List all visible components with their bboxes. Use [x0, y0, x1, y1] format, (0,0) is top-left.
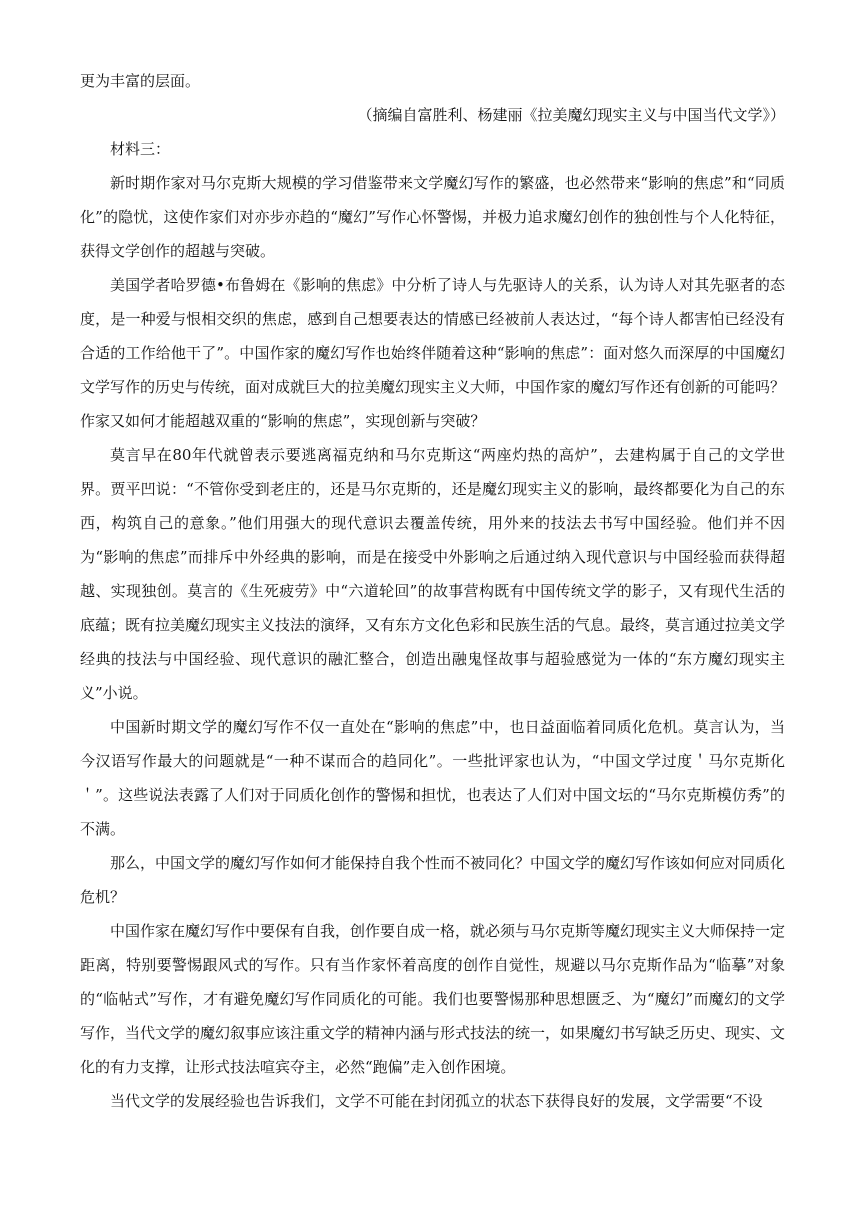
body-paragraph: 当代文学的发展经验也告诉我们，文学不可能在封闭孤立的状态下获得良好的发展，文学需要“不设 — [110, 1092, 763, 1110]
body-paragraph: 中国作家在魔幻写作中要保有自我，创作要自成一格，就必须与马尔克斯等魔幻现实主义大师保持一定距离，特别要警惕跟风式的写作。只有当作家怀着高度的创作自觉性，规避以马尔克斯作品为“临摹”对象的“临帖式”写作，才有避免魔幻写作同质化的可能。我们也要警惕那种思想匮乏、为“魔幻”而魔幻的文学写作，当代文学的魔幻叙事应该注重文学的精神内涵与形式技法的统一，如果魔幻书写缺乏历史、现实、文化的有力支撑，让形式技法喧宾夺主，必然“跑偏”走入创作困境。 — [80, 922, 786, 1076]
body-paragraph: 莫言早在80年代就曾表示要逃离福克纳和马尔克斯这“两座灼热的高炉”，去建构属于自己的文学世界。贾平凹说：“不管你受到老庄的，还是马尔克斯的，还是魔幻现实主义的影响，最终都要化为自己的东西，构筑自己的意象。”他们用强大的现代意识去覆盖传统，用外来的技法去书写中国经验。他们并不因为“影响的焦虑”而排斥中外经典的影响，而是在接受中外影响之后通过纳入现代意识与中国经验而获得超越、实现独创。莫言的《生死疲劳》中“六道轮回”的故事营构既有中国传统文学的影子，又有现代生活的底蕴；既有拉美魔幻现实主义技法的演绎，又有东方文化色彩和民族生活的气息。最终，莫言通过拉美文学经典的技法与中国经验、现代意识的融汇整合，创造出融鬼怪故事与超验感觉为一体的“东方魔幻现实主义”小说。 — [80, 446, 786, 702]
body-paragraph: 美国学者哈罗德•布鲁姆在《影响的焦虑》中分析了诗人与先驱诗人的关系，认为诗人对其先驱者的态度，是一种爱与恨相交织的焦虑，感到自己想要表达的情感已经被前人表达过，“每个诗人都害怕已经没有合适的工作给他干了”。中国作家的魔幻写作也始终伴随着这种“影响的焦虑”：面对悠久而深厚的中国魔幻文学写作的历史与传统，面对成就巨大的拉美魔幻现实主义大师，中国作家的魔幻写作还有创新的可能吗？作家又如何才能超越双重的“影响的焦虑”，实现创新与突破？ — [80, 276, 786, 430]
source-citation: （摘编自富胜利、杨建丽《拉美魔幻现实主义与中国当代文学》） — [357, 106, 785, 124]
paragraph-continuation: 更为丰富的层面。 — [80, 72, 201, 90]
body-paragraph: 中国新时期文学的魔幻写作不仅一直处在“影响的焦虑”中，也日益面临着同质化危机。莫言认为，当今汉语写作最大的问题就是“一种不谋而合的趋同化”。一些批评家也认为，“中国文学过度＇马尔克斯化＇”。这些说法表露了人们对于同质化创作的警惕和担忧，也表达了人们对中国文坛的“马尔克斯模仿秀”的不满。 — [80, 718, 785, 838]
section-heading: 材料三： — [110, 140, 171, 158]
document-page — [80, 64, 785, 1118]
body-paragraph: 那么，中国文学的魔幻写作如何才能保持自我个性而不被同化？中国文学的魔幻写作该如何应对同质化危机？ — [80, 854, 786, 906]
body-paragraph: 新时期作家对马尔克斯大规模的学习借鉴带来文学魔幻写作的繁盛，也必然带来“影响的焦虑”和“同质化”的隐忧，这使作家们对亦步亦趋的“魔幻”写作心怀警惕，并极力追求魔幻创作的独创性与个人化特征，获得文学创作的超越与突破。 — [80, 174, 785, 260]
